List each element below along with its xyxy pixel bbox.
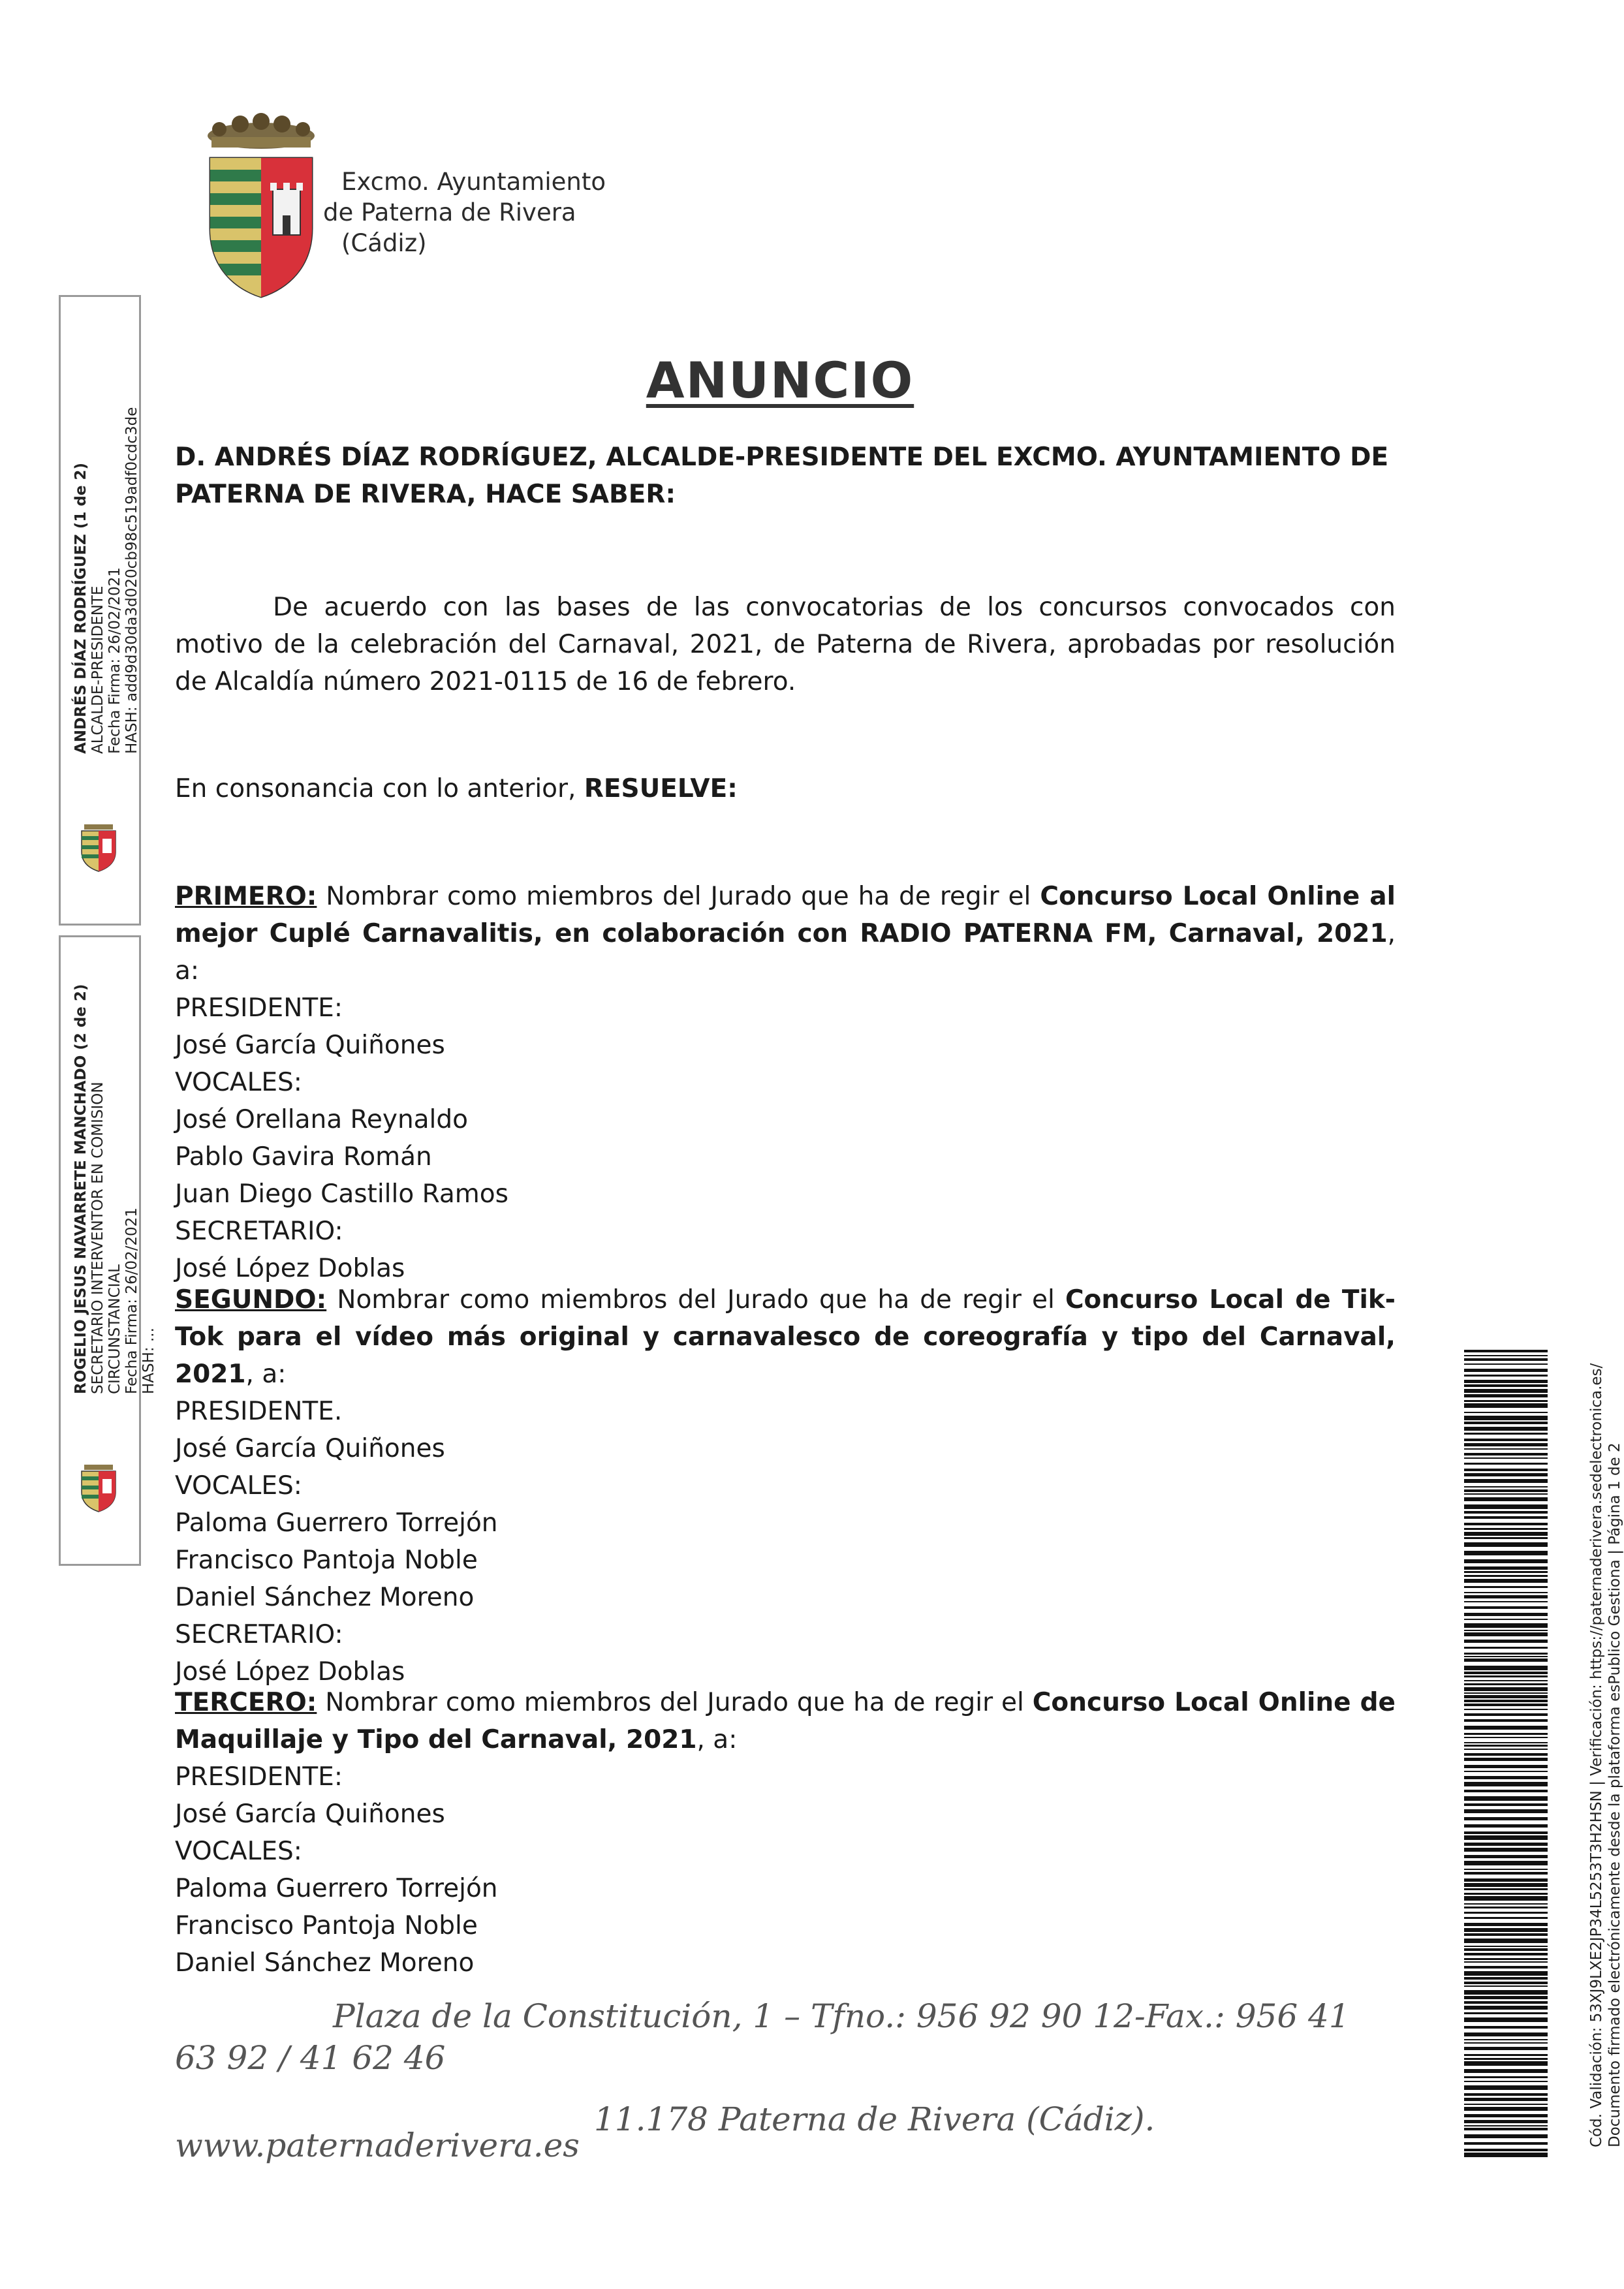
barcode-bar (1464, 1473, 1548, 1476)
barcode-bar (1464, 1953, 1548, 1955)
list-item: SECRETARIO: (175, 1217, 343, 1246)
barcode-bar (1464, 1765, 1548, 1768)
barcode-bar (1464, 1749, 1548, 1750)
barcode-bar (1464, 1680, 1548, 1681)
barcode-bar (1464, 1733, 1548, 1735)
jury-list (175, 1758, 1396, 1982)
list-item: Daniel Sánchez Moreno (175, 1948, 475, 1978)
contest-name: Concurso Local de Tik-Tok para el vídeo más original y carnavalesco de coreografía y tipo del Carnaval, 2021 (175, 1285, 1396, 1389)
list-item: Paloma Guerrero Torrejón (175, 1874, 498, 1903)
barcode-bar (1464, 1453, 1548, 1456)
barcode-bar (1464, 2125, 1548, 2126)
barcode-bar (1464, 1939, 1548, 1943)
intro-text: De acuerdo con las bases de las convocatorias de los concursos convocados con motivo de la celebración del Carnaval, 2021, de Paterna de Rivera, aprobadas por resolución de Alcaldía número 2021-0115 de 16 de febrero. (175, 593, 1396, 696)
barcode-bar (1464, 1809, 1548, 1813)
barcode-bar (1464, 2069, 1548, 2073)
list-item: Juan Diego Castillo Ramos (175, 1179, 508, 1209)
barcode-bar (1464, 1776, 1548, 1779)
barcode-bar (1464, 2098, 1548, 2101)
barcode-bar (1464, 1595, 1548, 1598)
jury-list (175, 989, 1396, 1287)
signature-box-1 (59, 295, 141, 926)
list-item: SECRETARIO: (175, 1620, 343, 1649)
barcode-bar (1464, 1400, 1548, 1402)
barcode-bar (1464, 1796, 1548, 1801)
barcode-bar (1464, 1843, 1548, 1846)
barcode-bar (1464, 2058, 1548, 2060)
announcement-header: D. ANDRÉS DÍAZ RODRÍGUEZ, ALCALDE-PRESIDENTE DEL EXCMO. AYUNTAMIENTO DE PATERNA DE RIVERA, HACE SABER: (175, 443, 1389, 509)
barcode-bar (1464, 1883, 1548, 1887)
barcode-bar (1464, 1559, 1548, 1563)
barcode-bar (1464, 1672, 1548, 1674)
section-suffix: , a: (696, 1725, 738, 1754)
barcode-bar (1464, 1656, 1548, 1657)
barcode-bar (1464, 1403, 1548, 1408)
coat-of-arms-logo (196, 117, 326, 300)
barcode-bar (1464, 1861, 1548, 1865)
footer-address: Plaza de la Constitución, 1 – Tfno.: 956 92 90 12-Fax.: 956 41 (333, 1997, 1350, 2035)
barcode-bar (1464, 2012, 1548, 2014)
barcode-bar (1464, 1771, 1548, 1772)
validation-line-2: Documento firmado electrónicamente desde la plataforma esPublico Gestiona | Página 1 de 2 (1606, 1442, 1623, 2147)
barcode-bar (1464, 1996, 1548, 1999)
barcode-bar (1464, 1448, 1548, 1450)
barcode-bar (1464, 2076, 1548, 2078)
list-item: PRESIDENTE: (175, 1762, 343, 1792)
barcode-bar (1464, 1990, 1548, 1995)
barcode-bar (1464, 1726, 1548, 1730)
signer-name: ANDRÉS DÍAZ RODRÍGUEZ (1 de 2) (72, 463, 89, 754)
signature-hash: HASH: ... (140, 1328, 157, 1394)
barcode-bar (1464, 2104, 1548, 2105)
barcode-bar (1464, 2153, 1548, 2157)
barcode-bar (1464, 1848, 1548, 1852)
signature-text (72, 407, 140, 754)
barcode-bar (1464, 1592, 1548, 1593)
barcode-bar (1464, 1675, 1548, 1677)
org-line-1: Excmo. Ayuntamiento (341, 168, 606, 196)
signer-role-2: CIRCUNSTANCIAL (106, 1264, 123, 1394)
barcode-bar (1464, 1745, 1548, 1747)
signature-date: Fecha Firma: 26/02/2021 (123, 1207, 140, 1394)
list-item: José García Quiñones (175, 1434, 445, 1463)
barcode-bar (1464, 1613, 1548, 1616)
barcode-bar (1464, 1606, 1548, 1609)
barcode-bar (1464, 1817, 1548, 1820)
barcode-bar (1464, 1493, 1548, 1495)
barcode-bar (1464, 1640, 1548, 1643)
barcode-bar (1464, 1422, 1548, 1424)
barcode-bar (1464, 1692, 1548, 1694)
barcode-bar (1464, 1579, 1548, 1583)
barcode-bar (1464, 1586, 1548, 1588)
barcode-bar (1464, 1479, 1548, 1483)
barcode-bar (1464, 1394, 1548, 1397)
contest-name: Concurso Local Online de Maquillaje y Tipo del Carnaval, 2021 (175, 1688, 1396, 1754)
section-segundo (175, 1281, 1396, 1690)
barcode-bar (1464, 1928, 1548, 1932)
barcode-bar (1464, 1369, 1548, 1372)
barcode-bar (1464, 1683, 1548, 1685)
barcode-bar (1464, 1439, 1548, 1441)
signer-name: ROGELIO JESUS NAVARRETE MANCHADO (2 de 2) (72, 984, 89, 1394)
list-item: Francisco Pantoja Noble (175, 1911, 478, 1940)
barcode-bar (1464, 1869, 1548, 1870)
barcode-bar (1464, 1896, 1548, 1901)
list-item: José García Quiñones (175, 1031, 445, 1060)
barcode-bar (1464, 2047, 1548, 2050)
barcode-bar (1464, 1457, 1548, 1459)
barcode-bar (1464, 1463, 1548, 1465)
barcode-bar (1464, 1380, 1548, 1383)
section-suffix: , a: (175, 919, 1396, 986)
barcode-bar (1464, 1824, 1548, 1828)
barcode-bar (1464, 1575, 1548, 1577)
contest-name: Concurso Local Online al mejor Cuplé Carnavalitis, en colaboración con RADIO PATERNA FM, Carnaval, 2021 (175, 882, 1396, 948)
barcode-bar (1464, 1713, 1548, 1716)
barcode-bar (1464, 1855, 1548, 1858)
barcode-bar (1464, 1363, 1548, 1365)
barcode-bar (1464, 1872, 1548, 1875)
barcode-bar (1464, 1758, 1548, 1761)
validation-line-1: Cód. Validación: 53XJ9LXE2JP34L5253T3H2HSN | Verificación: https://paternaderivera.sedelectronica.es/ (1588, 1363, 1605, 2147)
barcode-bar (1464, 1753, 1548, 1756)
barcode-bar (1464, 1666, 1548, 1670)
barcode-bar (1464, 1835, 1548, 1840)
barcode-bar (1464, 1977, 1548, 1980)
list-item: VOCALES: (175, 1471, 302, 1501)
barcode-bar (1464, 2042, 1548, 2044)
list-item: José Orellana Reynaldo (175, 1105, 469, 1134)
barcode-bar (1464, 1888, 1548, 1890)
barcode-bar (1464, 2001, 1548, 2004)
barcode-bar (1464, 1355, 1548, 1356)
barcode-bar (1464, 1412, 1548, 1413)
barcode-bar (1464, 1537, 1548, 1539)
barcode-bar (1464, 1737, 1548, 1738)
section-text: Nombrar como miembros del Jurado que ha de regir el (317, 1688, 1033, 1717)
resolution-prefix: En consonancia con lo anterior, (175, 774, 584, 803)
barcode-bar (1464, 1933, 1548, 1936)
barcode-bar (1464, 1803, 1548, 1806)
barcode-bar (1464, 1653, 1548, 1655)
barcode-bar (1464, 1948, 1548, 1951)
list-item: José López Doblas (175, 1254, 405, 1283)
barcode-bar (1464, 1486, 1548, 1487)
section-text: Nombrar como miembros del Jurado que ha de regir el (317, 882, 1040, 911)
barcode-bar (1464, 1551, 1548, 1555)
list-item: PRESIDENTE. (175, 1397, 343, 1426)
barcode-bar (1464, 1601, 1548, 1602)
organization-name (323, 166, 606, 258)
list-item: Francisco Pantoja Noble (175, 1546, 478, 1575)
barcode-bar (1464, 1511, 1548, 1514)
barcode-bar (1464, 1966, 1548, 1969)
barcode-bar (1464, 1912, 1548, 1914)
org-line-3: (Cádiz) (341, 229, 427, 257)
barcode-bar (1464, 1782, 1548, 1786)
barcode-bar (1464, 1709, 1548, 1710)
org-line-2: de Paterna de Rivera (323, 198, 576, 226)
barcode-bar (1464, 1416, 1548, 1420)
barcode-bar (1464, 1961, 1548, 1963)
barcode-bar (1464, 1958, 1548, 1960)
resolution-line (175, 770, 1396, 807)
barcode-bar (1464, 2093, 1548, 2096)
section-tercero (175, 1684, 1396, 1982)
barcode-bar (1464, 2149, 1548, 2151)
list-item: Daniel Sánchez Moreno (175, 1583, 475, 1612)
section-suffix: , a: (245, 1360, 287, 1389)
barcode-bar (1464, 1700, 1548, 1702)
signer-role: ALCALDE-PRESIDENTE (89, 585, 106, 754)
barcode-bar (1464, 1907, 1548, 1908)
barcode-bar (1464, 1971, 1548, 1976)
barcode-bar (1464, 1985, 1548, 1987)
barcode-bar (1464, 2081, 1548, 2082)
intro-paragraph (175, 589, 1396, 700)
barcode-bar (1464, 1647, 1548, 1649)
section-label: PRIMERO: (175, 882, 317, 911)
barcode-bar (1464, 2085, 1548, 2090)
barcode-bar (1464, 1790, 1548, 1792)
barcode-bar (1464, 1632, 1548, 1636)
barcode-bar (1464, 1384, 1548, 1387)
footer-city: 11.178 Paterna de Rivera (Cádiz). (594, 2100, 1155, 2138)
barcode-bar (1464, 2054, 1548, 2056)
barcode-bar (1464, 1375, 1548, 1377)
barcode-bar (1464, 2061, 1548, 2066)
barcode-bar (1464, 1497, 1548, 1501)
list-item: José López Doblas (175, 1657, 405, 1687)
signature-seal-icon (79, 1465, 118, 1512)
barcode-bar (1464, 1350, 1548, 1352)
barcode-bar (1464, 1504, 1548, 1509)
barcode-bar (1464, 1658, 1548, 1662)
section-label: SEGUNDO: (175, 1285, 327, 1315)
barcode-bar (1464, 1443, 1548, 1446)
footer-phone-continuation: 63 92 / 41 62 46 (175, 2039, 446, 2077)
barcode-bar (1464, 1523, 1548, 1525)
barcode-bar (1464, 1566, 1548, 1570)
resolution-keyword: RESUELVE: (584, 774, 738, 803)
barcode-bar (1464, 1946, 1548, 1947)
barcode-bar (1464, 2107, 1548, 2111)
validation-text (1587, 1363, 1624, 2147)
barcode-bar (1464, 1389, 1548, 1393)
barcode-bar (1464, 1903, 1548, 1905)
list-item: VOCALES: (175, 1068, 302, 1097)
barcode-bar (1464, 2114, 1548, 2117)
barcode-bar (1464, 2032, 1548, 2036)
barcode-bar (1464, 1719, 1548, 1722)
barcode-bar (1464, 1469, 1548, 1471)
validation-barcode (1464, 1350, 1548, 2159)
barcode-bar (1464, 2134, 1548, 2138)
barcode-bar (1464, 1704, 1548, 1706)
barcode-bar (1464, 1619, 1548, 1620)
section-label: TERCERO: (175, 1688, 317, 1717)
barcode-bar (1464, 2017, 1548, 2022)
barcode-bar (1464, 1358, 1548, 1361)
document-title: ANUNCIO (646, 351, 914, 409)
signature-seal-icon (79, 824, 118, 871)
list-item: VOCALES: (175, 1837, 302, 1866)
barcode-bar (1464, 2142, 1548, 2145)
barcode-bar (1464, 2039, 1548, 2040)
barcode-bar (1464, 1528, 1548, 1530)
barcode-bar (1464, 1893, 1548, 1895)
barcode-bar (1464, 1516, 1548, 1519)
barcode-bar (1464, 2128, 1548, 2130)
barcode-bar (1464, 1917, 1548, 1919)
barcode-bar (1464, 1878, 1548, 1882)
barcode-bar (1464, 1427, 1548, 1431)
footer-website[interactable]: www.paternaderivera.es (175, 2126, 580, 2164)
section-text: Nombrar como miembros del Jurado que ha de regir el (326, 1285, 1065, 1315)
barcode-bar (1464, 1687, 1548, 1691)
barcode-bar (1464, 2120, 1548, 2123)
list-item: José García Quiñones (175, 1799, 445, 1829)
barcode-bar (1464, 2026, 1548, 2029)
section-primero (175, 878, 1396, 1287)
list-item: PRESIDENTE: (175, 993, 343, 1023)
barcode-bar (1464, 2006, 1548, 2010)
signature-text (72, 984, 157, 1394)
barcode-bar (1464, 1831, 1548, 1834)
barcode-bar (1464, 1623, 1548, 1628)
signature-hash: HASH: add9d30da3d020cb98c519adf0cdc3de (123, 407, 140, 754)
barcode-bar (1464, 1742, 1548, 1743)
jury-list (175, 1393, 1396, 1690)
barcode-bar (1464, 1695, 1548, 1698)
signature-date: Fecha Firma: 26/02/2021 (106, 567, 123, 754)
barcode-bar (1464, 1982, 1548, 1984)
barcode-bar (1464, 1532, 1548, 1536)
list-item: Pablo Gavira Román (175, 1142, 432, 1172)
barcode-bar (1464, 1433, 1548, 1435)
barcode-bar (1464, 1630, 1548, 1631)
signature-box-2 (59, 935, 157, 1566)
barcode-bar (1464, 1489, 1548, 1492)
signer-role: SECRETARIO INTERVENTOR EN COMISION (89, 1082, 106, 1394)
barcode-bar (1464, 1571, 1548, 1573)
list-item: Paloma Guerrero Torrejón (175, 1508, 498, 1538)
barcode-bar (1464, 1923, 1548, 1926)
barcode-bar (1464, 1542, 1548, 1547)
